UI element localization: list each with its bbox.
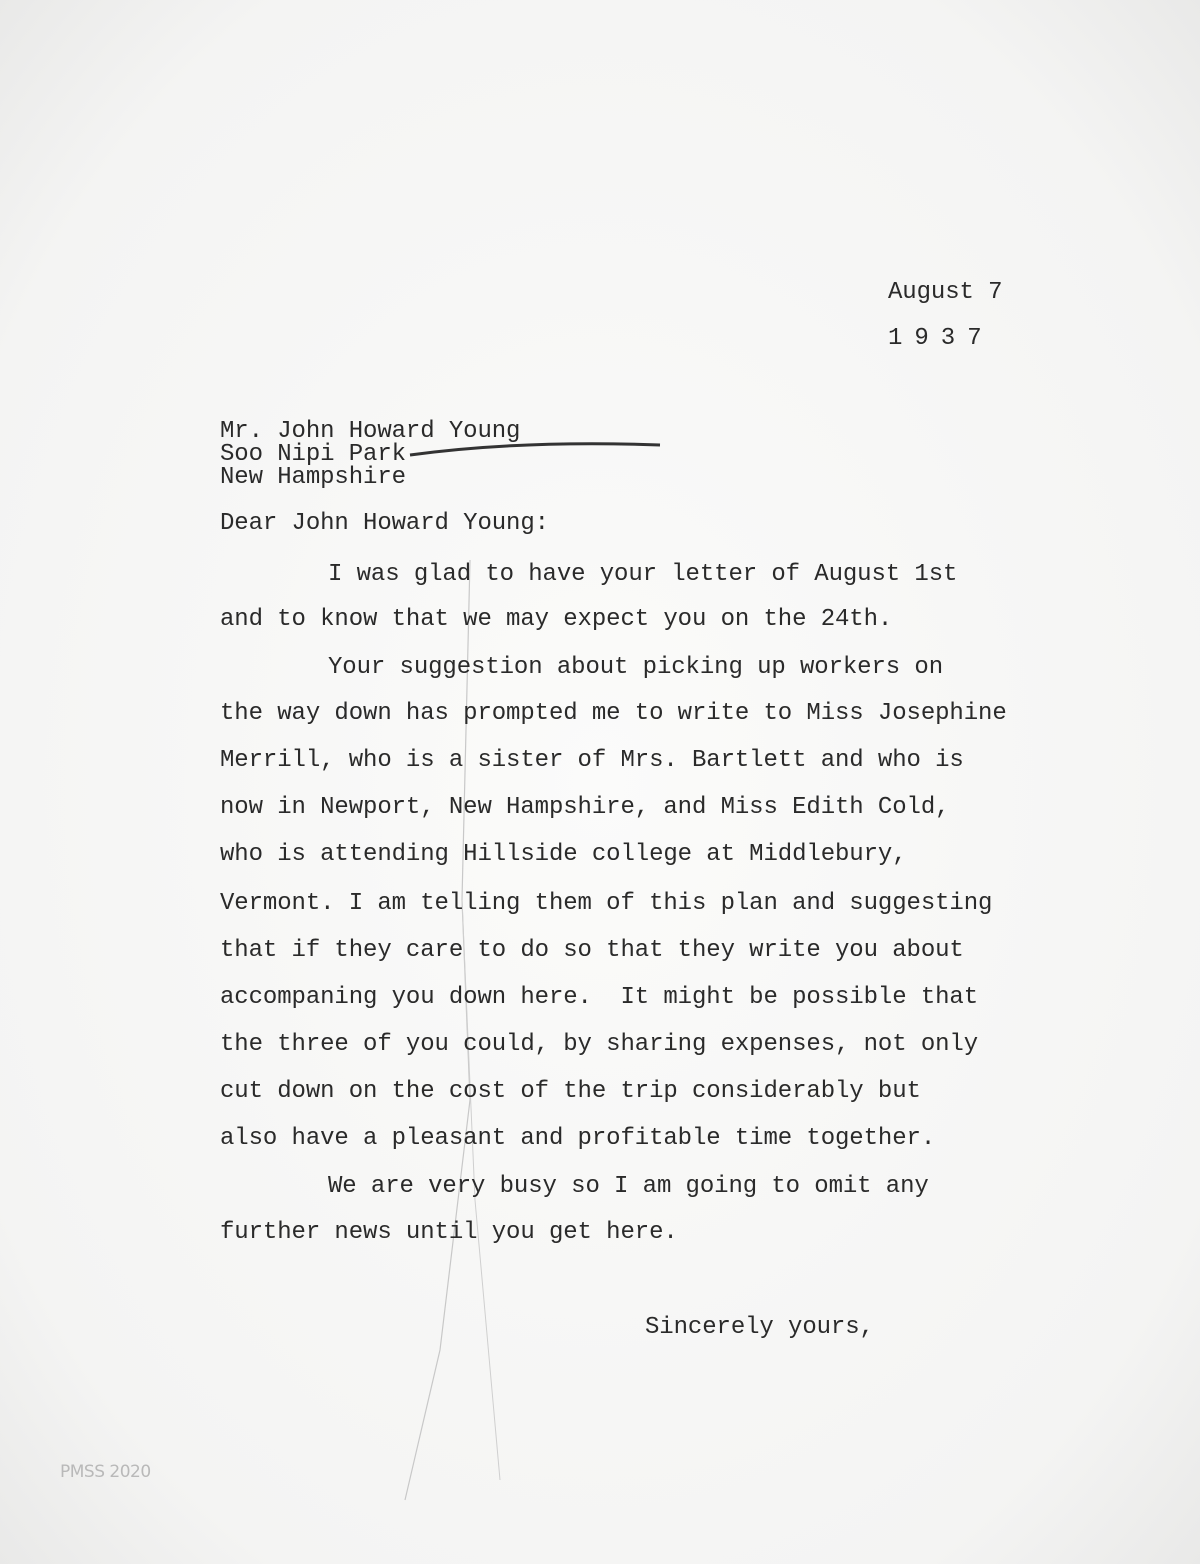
- recipient-address-line: New Hampshire: [220, 464, 406, 491]
- body-line: I was glad to have your letter of August 1st: [328, 561, 958, 588]
- body-line: also have a pleasant and profitable time together.: [220, 1125, 936, 1152]
- body-line: Your suggestion about picking up workers on: [328, 654, 944, 681]
- body-line: cut down on the cost of the trip considerably but: [220, 1078, 921, 1105]
- salutation: Dear John Howard Young:: [220, 510, 549, 537]
- body-line: the way down has prompted me to write to Miss Josephine: [220, 700, 1007, 727]
- body-line: the three of you could, by sharing expenses, not only: [220, 1031, 979, 1058]
- watermark: PMSS 2020: [60, 1462, 151, 1482]
- recipient-name: Mr. John Howard Young: [220, 418, 521, 445]
- body-line: who is attending Hillside college at Middlebury,: [220, 841, 907, 868]
- body-line: further news until you get here.: [220, 1219, 678, 1246]
- letter-year: 1937: [888, 325, 994, 352]
- closing: Sincerely yours,: [645, 1314, 874, 1341]
- body-line: We are very busy so I am going to omit any: [328, 1173, 929, 1200]
- letter-date: August 7: [888, 279, 1003, 306]
- body-line: Vermont. I am telling them of this plan and suggesting: [220, 890, 993, 917]
- body-line: now in Newport, New Hampshire, and Miss Edith Cold,: [220, 794, 950, 821]
- body-line: accompaning you down here. It might be possible that: [220, 984, 979, 1011]
- body-line: and to know that we may expect you on the 24th.: [220, 606, 893, 633]
- recipient-address-line: Soo Nipi Park: [220, 441, 406, 468]
- body-line: Merrill, who is a sister of Mrs. Bartlett and who is: [220, 747, 964, 774]
- body-line: that if they care to do so that they write you about: [220, 937, 964, 964]
